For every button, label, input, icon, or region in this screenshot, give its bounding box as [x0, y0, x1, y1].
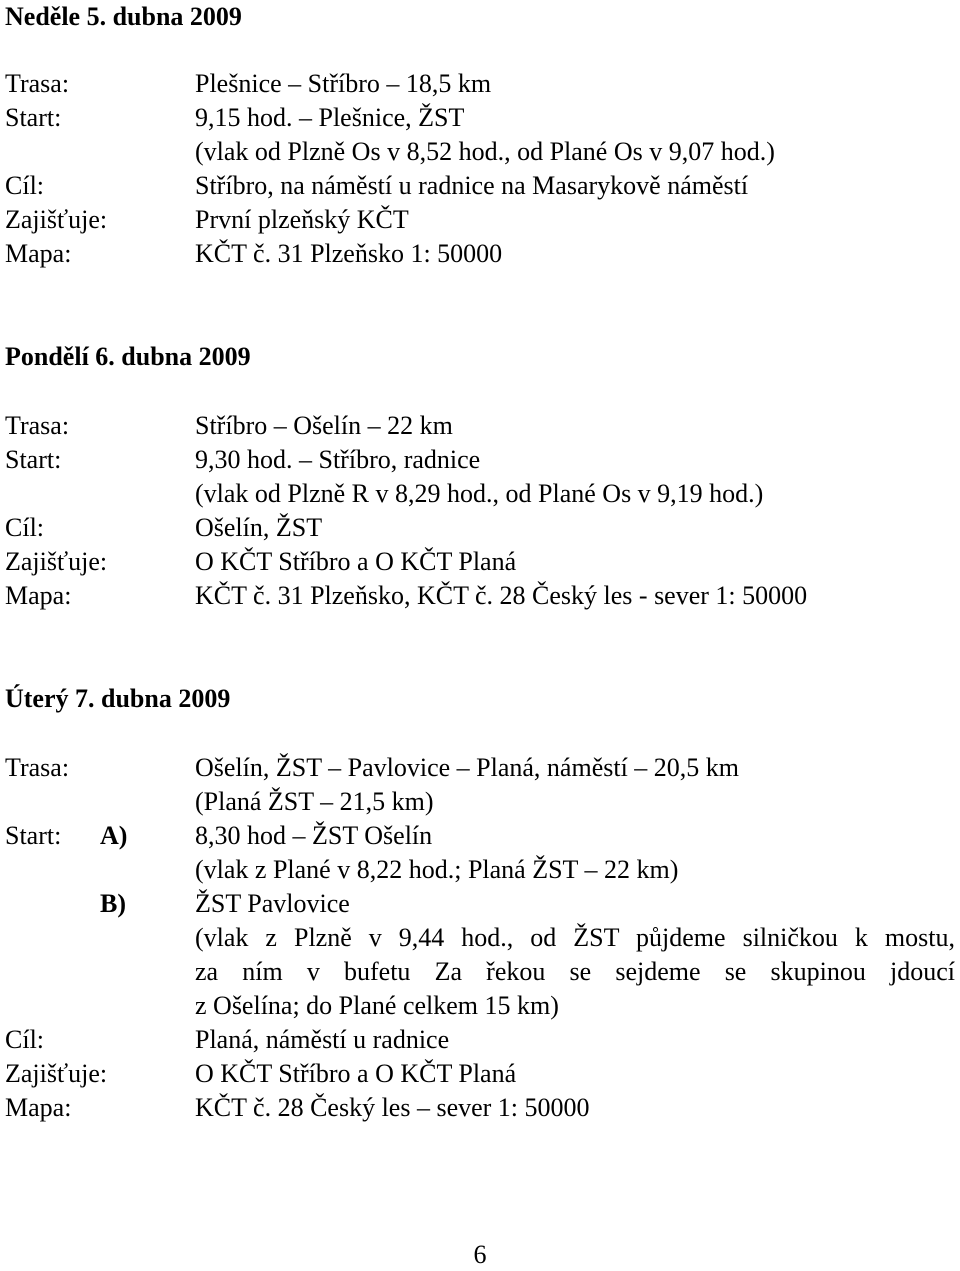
day2-trasa-label: Trasa:	[5, 411, 70, 440]
day3-mapa-value: KČT č. 28 Český les – sever 1: 50000	[195, 1093, 590, 1122]
day3-trasa-note: (Planá ŽST – 21,5 km)	[195, 787, 434, 816]
day2-cil-value: Ošelín, ŽST	[195, 513, 323, 542]
day3-start-a-note: (vlak z Plané v 8,22 hod.; Planá ŽST – 22 km)	[195, 855, 679, 884]
day3-trasa-label: Trasa:	[5, 753, 70, 782]
day3-cil-value: Planá, náměstí u radnice	[195, 1025, 450, 1054]
day3-zajistuje-value: O KČT Stříbro a O KČT Planá	[195, 1059, 517, 1088]
day2-heading: Pondělí 6. dubna 2009	[5, 342, 251, 371]
day1-zajistuje-value: První plzeňský KČT	[195, 205, 409, 234]
day3-mapa-label: Mapa:	[5, 1093, 72, 1122]
day3-start-b-note-line1: (vlak z Plzně v 9,44 hod., od ŽST půjdeme silničkou k mostu,	[195, 923, 955, 952]
day1-heading: Neděle 5. dubna 2009	[5, 2, 242, 31]
page-number: 6	[473, 1240, 487, 1269]
day1-cil-value: Stříbro, na náměstí u radnice na Masarykově náměstí	[195, 171, 749, 200]
day2-mapa-label: Mapa:	[5, 581, 72, 610]
day1-trasa-label: Trasa:	[5, 69, 70, 98]
day2-cil-label: Cíl:	[5, 513, 45, 542]
day3-start-b-note-line3: z Ošelína; do Plané celkem 15 km)	[195, 991, 559, 1020]
day3-heading: Úterý 7. dubna 2009	[5, 684, 231, 713]
day2-start-label: Start:	[5, 445, 62, 474]
day1-cil-label: Cíl:	[5, 171, 45, 200]
day3-start-b-note-line2: za ním v bufetu Za řekou se sejdeme se skupinou jdoucí	[195, 957, 955, 986]
day2-zajistuje-label: Zajišťuje:	[5, 547, 108, 576]
day2-trasa-value: Stříbro – Ošelín – 22 km	[195, 411, 453, 440]
day3-start-a-value: 8,30 hod – ŽST Ošelín	[195, 821, 433, 850]
day2-start-value: 9,30 hod. – Stříbro, radnice	[195, 445, 481, 474]
day3-option-a-marker: A)	[100, 821, 128, 850]
day2-zajistuje-value: O KČT Stříbro a O KČT Planá	[195, 547, 517, 576]
day1-start-value: 9,15 hod. – Plešnice, ŽST	[195, 103, 465, 132]
day3-zajistuje-label: Zajišťuje:	[5, 1059, 108, 1088]
day3-start-label: Start:	[5, 821, 62, 850]
day1-start-note: (vlak od Plzně Os v 8,52 hod., od Plané Os v 9,07 hod.)	[195, 137, 775, 166]
day3-option-b-marker: B)	[100, 889, 126, 918]
day1-mapa-value: KČT č. 31 Plzeňsko 1: 50000	[195, 239, 503, 268]
day3-cil-label: Cíl:	[5, 1025, 45, 1054]
day1-trasa-value: Plešnice – Stříbro – 18,5 km	[195, 69, 492, 98]
day2-start-note: (vlak od Plzně R v 8,29 hod., od Plané Os v 9,19 hod.)	[195, 479, 764, 508]
day1-start-label: Start:	[5, 103, 62, 132]
day1-zajistuje-label: Zajišťuje:	[5, 205, 108, 234]
day3-trasa-value: Ošelín, ŽST – Pavlovice – Planá, náměstí – 20,5 km	[195, 753, 740, 782]
day1-mapa-label: Mapa:	[5, 239, 72, 268]
day3-start-b-value: ŽST Pavlovice	[195, 889, 350, 918]
day2-mapa-value: KČT č. 31 Plzeňsko, KČT č. 28 Český les - sever 1: 50000	[195, 581, 808, 610]
